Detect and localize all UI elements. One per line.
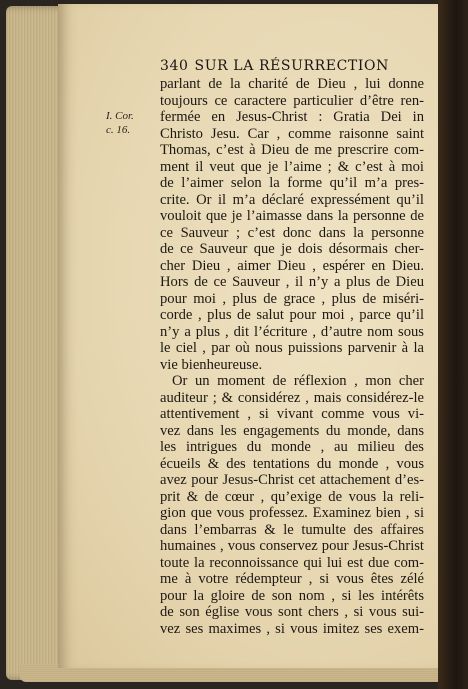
text-line: crite. Or il m’a déclaré expressément qu’il [160,191,424,208]
text-line: corde , plus de salut pour moi , parce qu’il [160,307,424,323]
text-line: toute la reconnoissance qui lui est due com- [160,554,424,571]
text-line: toujours ce caractere particulier d’être ren- [160,92,424,109]
text-line: n’y a plus , dit l’écriture , d’autre nom sous [160,323,424,340]
text-line: Or un moment de réflexion , mon cher [172,373,424,389]
page-number: 340 [160,58,189,74]
text-line: pour moi , plus de grace , plus de miséri- [160,290,424,307]
text-line: Thomas, c’est à Dieu de me prescrire com- [160,142,424,158]
margin-reference [106,109,156,137]
text-line: les intrigues du monde , au milieu des [160,439,424,455]
text-line: prit & de cœur , qu’exige de vous la reli- [160,488,424,505]
text-line: gion que vous professez. Examinez bien , si [160,505,424,521]
text-line: pour la gloire de son nom , si les intérêts [160,587,424,604]
margin-reference-line: I. Cor. [106,110,134,122]
text-line: dans l’embarras & le tumulte des affaires [160,521,424,538]
text-line: vouloit que je l’aimasse dans la personne de [160,208,424,224]
binding-gutter [438,0,468,689]
running-title: SUR LA RÉSURRECTION [194,58,389,74]
text-line: de ce Sauveur que je dois désormais cher- [160,241,424,257]
text-line: humaines , vous conservez pour Jesus-Christ [160,538,424,554]
text-line: fermée en Jesus-Christ : Gratia Dei in [160,109,424,125]
text-line: écueils & des tentations du monde , vous [160,455,424,472]
text-line: parlant de la charité de Dieu , lui donne [160,76,424,92]
text-line: auditeur ; & considérez , mais considérez-le [160,389,424,406]
text-line: vez dans les engagements du monde, dans [160,422,424,439]
margin-reference-line: c. 16. [106,124,131,136]
text-line: vez ses maximes , si vous imitez ses exem- [160,620,424,637]
text-line: avez pour Jesus-Christ cet attachement d’es- [160,472,424,488]
text-line: le ciel , par où nous puissions parvenir à la [160,340,424,356]
text-line: vie bienheureuse. [160,356,263,373]
text-line: ce Sauveur ; c’est donc dans la personne [160,224,424,241]
text-line: me à votre rédempteur , si vous êtes zélé [160,571,424,587]
text-line: cher Dieu , aimer Dieu , espérer en Dieu. [160,257,424,274]
text-line: attentivement , si vivant comme vous vi- [160,406,424,422]
text-line: Christo Jesu. Car , comme raisonne saint [160,125,424,142]
body-text [160,76,424,637]
text-line: ment il veut que je l’aime ; & c’est à moi [160,158,424,175]
text-line: de son église vous sont chers , si vous sui- [160,604,424,620]
running-head [160,58,422,76]
text-line: de l’aimer selon la forme qu’il m’a pres- [160,175,424,191]
text-line: Hors de ce Sauveur , il n’y a plus de Dieu [160,274,424,290]
